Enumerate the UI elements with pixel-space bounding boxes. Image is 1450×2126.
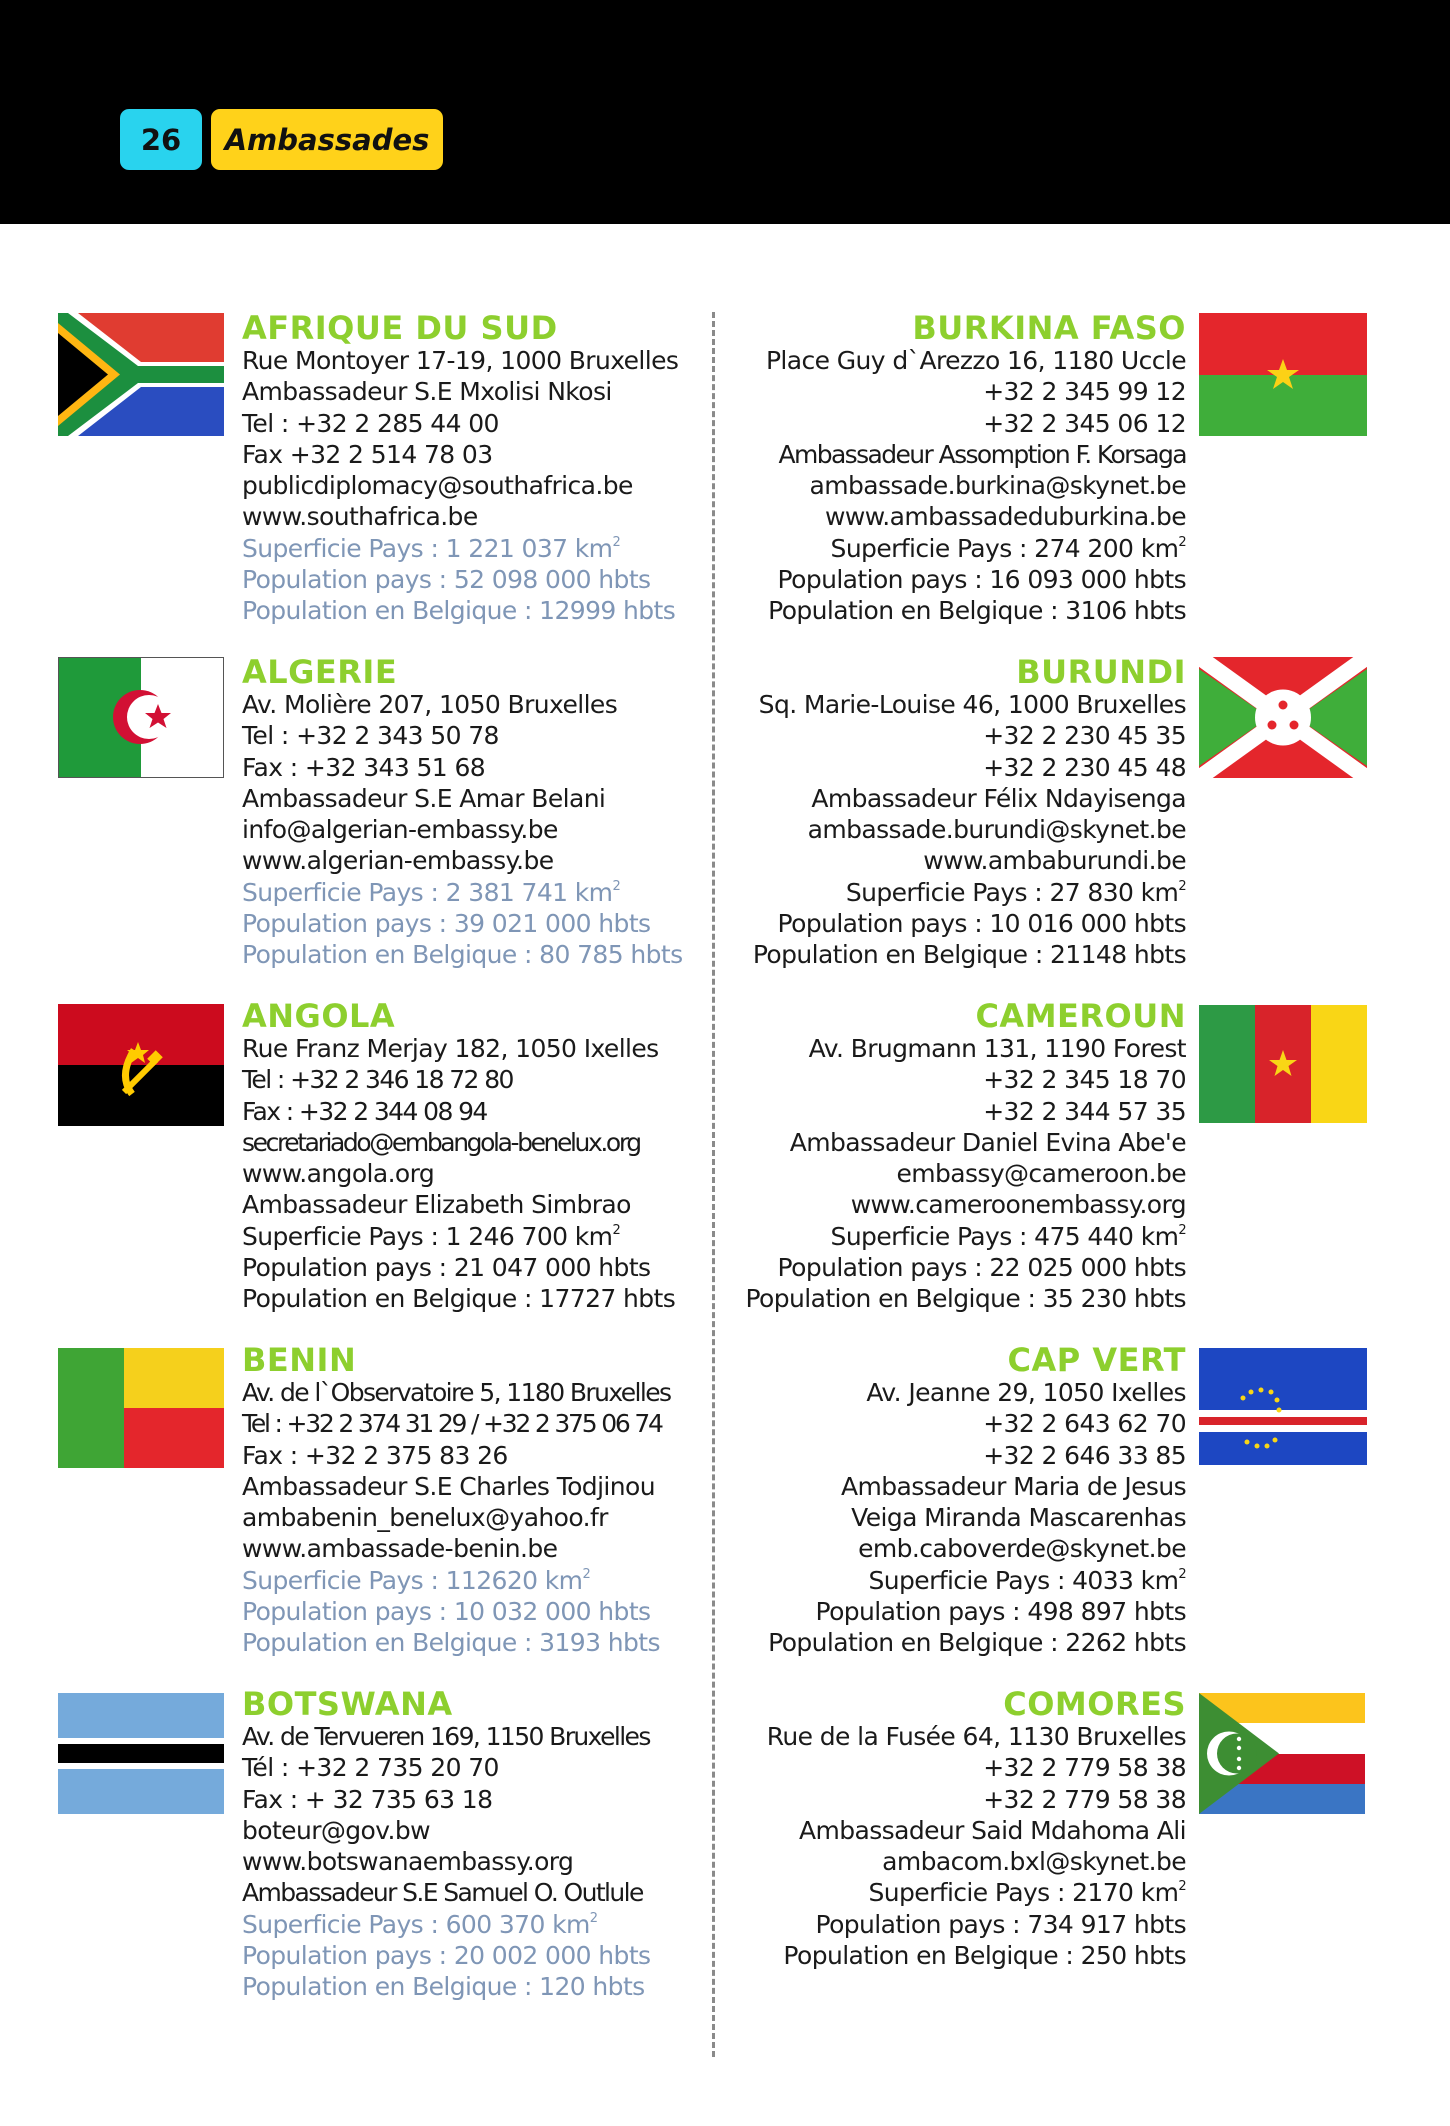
website: www.ambaburundi.be bbox=[923, 846, 1186, 876]
ambassador: Ambassadeur S.E Samuel O. Outlule bbox=[242, 1878, 643, 1908]
population-belgique: Population en Belgique : 120 hbts bbox=[242, 1972, 645, 2002]
website: www.algerian-embassy.be bbox=[242, 846, 554, 876]
phone: +32 2 643 62 70 bbox=[983, 1409, 1186, 1439]
website: www.southafrica.be bbox=[242, 502, 478, 532]
phone: +32 2 345 99 12 bbox=[983, 377, 1186, 407]
embassy-entry-comores bbox=[720, 1685, 1186, 1971]
email: ambassade.burkina@skynet.be bbox=[809, 471, 1186, 501]
section-title: Ambassades bbox=[211, 109, 443, 170]
embassy-entry-burundi bbox=[720, 653, 1186, 971]
email: ambassade.burundi@skynet.be bbox=[807, 815, 1186, 845]
population-belgique: Population en Belgique : 80 785 hbts bbox=[242, 940, 683, 970]
phone: Tel : +32 2 343 50 78 bbox=[242, 721, 499, 751]
email: boteur@gov.bw bbox=[242, 1815, 430, 1845]
country-name: BOTSWANA bbox=[242, 1685, 453, 1723]
country-name: BURKINA FASO bbox=[912, 309, 1186, 347]
comoros-flag-icon bbox=[1199, 1693, 1365, 1814]
email: emb.caboverde@skynet.be bbox=[858, 1534, 1186, 1564]
ambassador: Ambassadeur Félix Ndayisenga bbox=[811, 783, 1186, 813]
population: Population pays : 10 016 000 hbts bbox=[777, 909, 1186, 939]
address: Av. Jeanne 29, 1050 Ixelles bbox=[866, 1378, 1186, 1407]
ambassador: Ambassadeur S.E Amar Belani bbox=[242, 783, 606, 813]
benin-flag-icon bbox=[58, 1348, 224, 1468]
superficie: Superficie Pays : 112620 $km^2$ bbox=[242, 1565, 591, 1595]
population-belgique: Population en Belgique : 250 hbts bbox=[783, 1941, 1186, 1971]
cameroon-flag-icon bbox=[1199, 1005, 1367, 1123]
fax: +32 2 779 58 38 bbox=[983, 1784, 1186, 1814]
country-name: BURUNDI bbox=[1016, 653, 1186, 691]
website: www.botswanaembassy.org bbox=[242, 1847, 574, 1877]
ambassador: Ambassadeur S.E Charles Todjinou bbox=[242, 1471, 655, 1501]
population-belgique: Population en Belgique : 17727 hbts bbox=[242, 1284, 676, 1314]
embassy-entry-benin bbox=[242, 1341, 702, 1659]
phone: +32 2 230 45 35 bbox=[983, 721, 1186, 751]
population-belgique: Population en Belgique : 2262 hbts bbox=[768, 1628, 1186, 1658]
phone: +32 2 779 58 38 bbox=[983, 1753, 1186, 1783]
phone: Tel : +32 2 346 18 72 80 bbox=[242, 1065, 513, 1095]
population: Population pays : 22 025 000 hbts bbox=[777, 1253, 1186, 1283]
superficie: Superficie Pays : 2 381 741 $km^2$ bbox=[242, 877, 621, 907]
phone: +32 2 345 18 70 bbox=[983, 1065, 1186, 1095]
address: Av. Molière 207, 1050 Bruxelles bbox=[242, 690, 618, 719]
phone: Tél : +32 2 735 20 70 bbox=[242, 1753, 499, 1783]
population: Population pays : 16 093 000 hbts bbox=[777, 565, 1186, 595]
superficie: Superficie Pays : 274 200 $km^2$ bbox=[830, 533, 1186, 563]
population-belgique: Population en Belgique : 12999 hbts bbox=[242, 596, 676, 626]
address: Sq. Marie-Louise 46, 1000 Bruxelles bbox=[758, 690, 1186, 719]
embassy-entry-afrique-du-sud bbox=[242, 309, 702, 627]
email: ambacom.bxl@skynet.be bbox=[882, 1847, 1186, 1877]
cape-verde-flag-icon bbox=[1199, 1348, 1367, 1465]
fax: +32 2 345 06 12 bbox=[983, 408, 1186, 438]
website: www.angola.org bbox=[242, 1159, 435, 1189]
address: Rue de la Fusée 64, 1130 Bruxelles bbox=[766, 1722, 1186, 1751]
fax: Fax : +32 343 51 68 bbox=[242, 752, 486, 782]
fax: +32 2 230 45 48 bbox=[983, 752, 1186, 782]
address: Place Guy d`Arezzo 16, 1180 Uccle bbox=[765, 346, 1186, 375]
superficie: Superficie Pays : 1 246 700 $km^2$ bbox=[242, 1221, 621, 1251]
country-name: ALGERIE bbox=[242, 653, 398, 691]
email: info@algerian-embassy.be bbox=[242, 815, 558, 845]
population: Population pays : 10 032 000 hbts bbox=[242, 1597, 651, 1627]
address: Rue Franz Merjay 182, 1050 Ixelles bbox=[242, 1034, 659, 1063]
phone: Tel : +32 2 374 31 29 / +32 2 375 06 74 bbox=[242, 1409, 662, 1439]
fax: +32 2 344 57 35 bbox=[983, 1096, 1186, 1126]
superficie: Superficie Pays : 1 221 037 $km^2$ bbox=[242, 533, 621, 563]
angola-flag-icon bbox=[58, 1004, 224, 1126]
country-name: CAMEROUN bbox=[975, 997, 1186, 1035]
superficie: Superficie Pays : 27 830 $km^2$ bbox=[845, 877, 1186, 907]
population-belgique: Population en Belgique : 35 230 hbts bbox=[745, 1284, 1186, 1314]
address: Av. Brugmann 131, 1190 Forest bbox=[808, 1034, 1186, 1063]
country-name: AFRIQUE DU SUD bbox=[242, 309, 558, 347]
website: www.ambassade-benin.be bbox=[242, 1534, 558, 1564]
population: Population pays : 498 897 hbts bbox=[815, 1597, 1186, 1627]
population: Population pays : 734 917 hbts bbox=[815, 1909, 1186, 1939]
website: www.cameroonembassy.org bbox=[850, 1190, 1186, 1220]
population-belgique: Population en Belgique : 3193 hbts bbox=[242, 1628, 660, 1658]
column-divider bbox=[712, 312, 715, 2057]
embassy-entry-cap-vert bbox=[720, 1341, 1186, 1659]
population: Population pays : 21 047 000 hbts bbox=[242, 1253, 651, 1283]
address: Rue Montoyer 17-19, 1000 Bruxelles bbox=[242, 346, 679, 375]
fax: Fax : +32 2 344 08 94 bbox=[242, 1096, 487, 1126]
burkina-faso-flag-icon bbox=[1199, 313, 1367, 436]
south-africa-flag-icon bbox=[58, 313, 224, 436]
ambassador: Ambassadeur Elizabeth Simbrao bbox=[242, 1190, 631, 1220]
page-number: 26 bbox=[120, 109, 202, 170]
superficie: Superficie Pays : 4033 $km^2$ bbox=[868, 1565, 1186, 1595]
population-belgique: Population en Belgique : 3106 hbts bbox=[768, 596, 1186, 626]
ambassador: Ambassadeur Daniel Evina Abe'e bbox=[789, 1127, 1186, 1157]
country-name: COMORES bbox=[1003, 1685, 1186, 1723]
fax: Fax : +32 2 375 83 26 bbox=[242, 1440, 508, 1470]
botswana-flag-icon bbox=[58, 1693, 224, 1814]
ambassador: Ambassadeur Said Mdahoma Ali bbox=[799, 1815, 1186, 1845]
superficie: Superficie Pays : 2170 $km^2$ bbox=[868, 1878, 1186, 1908]
ambassador: Ambassadeur Maria de Jesus bbox=[841, 1471, 1186, 1501]
fax: +32 2 646 33 85 bbox=[983, 1440, 1186, 1470]
embassy-entry-burkina-faso bbox=[720, 309, 1186, 627]
superficie: Superficie Pays : 475 440 $km^2$ bbox=[830, 1221, 1186, 1251]
fax: Fax +32 2 514 78 03 bbox=[242, 439, 493, 469]
ambassador: Ambassadeur Assomption F. Korsaga bbox=[778, 439, 1186, 469]
address: Av. de l`Observatoire 5, 1180 Bruxelles bbox=[242, 1378, 671, 1407]
embassy-entry-angola bbox=[242, 997, 702, 1315]
burundi-flag-icon bbox=[1199, 657, 1367, 778]
email: embassy@cameroon.be bbox=[896, 1159, 1186, 1189]
email: ambabenin_benelux@yahoo.fr bbox=[242, 1503, 608, 1533]
country-name: BENIN bbox=[242, 1341, 357, 1379]
phone: Tel : +32 2 285 44 00 bbox=[242, 408, 499, 438]
algeria-flag-icon bbox=[58, 657, 224, 778]
population: Population pays : 39 021 000 hbts bbox=[242, 909, 651, 939]
ambassador-name-cont: Veiga Miranda Mascarenhas bbox=[851, 1503, 1186, 1533]
embassy-entry-botswana bbox=[242, 1685, 702, 2003]
ambassador: Ambassadeur S.E Mxolisi Nkosi bbox=[242, 377, 612, 407]
address: Av. de Tervueren 169, 1150 Bruxelles bbox=[242, 1722, 650, 1751]
population-belgique: Population en Belgique : 21148 hbts bbox=[752, 940, 1186, 970]
population: Population pays : 20 002 000 hbts bbox=[242, 1941, 651, 1971]
country-name: CAP VERT bbox=[1007, 1341, 1186, 1379]
country-name: ANGOLA bbox=[242, 997, 396, 1035]
superficie: Superficie Pays : 600 370 $km^2$ bbox=[242, 1909, 598, 1939]
embassy-entry-algerie bbox=[242, 653, 702, 971]
population: Population pays : 52 098 000 hbts bbox=[242, 565, 651, 595]
embassy-entry-cameroun bbox=[720, 997, 1186, 1315]
website: www.ambassadeduburkina.be bbox=[825, 502, 1186, 532]
fax: Fax : + 32 735 63 18 bbox=[242, 1784, 493, 1814]
email: publicdiplomacy@southafrica.be bbox=[242, 471, 633, 501]
email: secretariado@embangola-benelux.org bbox=[242, 1127, 640, 1157]
